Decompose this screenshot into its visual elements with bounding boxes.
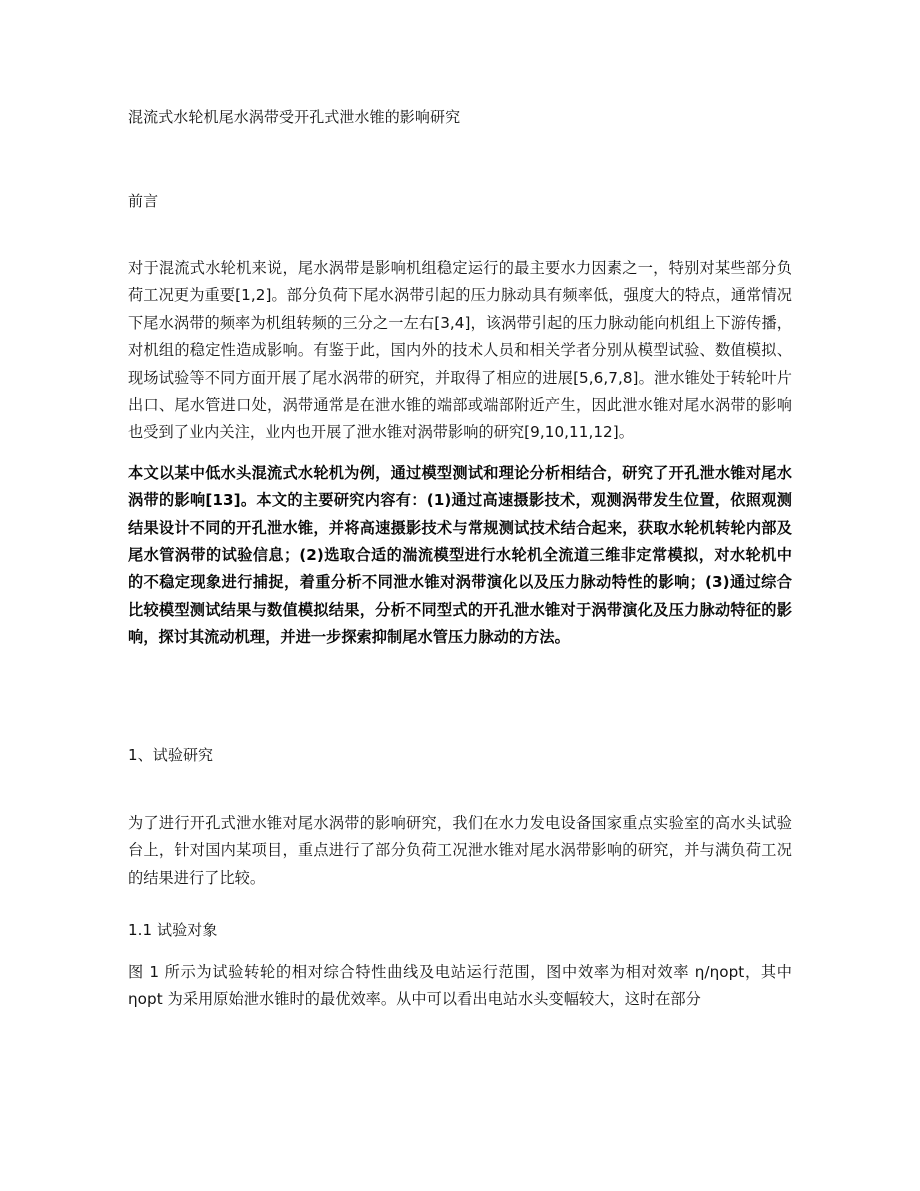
- paragraph-subsection-1-1: 图 1 所示为试验转轮的相对综合特性曲线及电站运行范围，图中效率为相对效率 η/ηopt，其中 ηopt 为采用原始泄水锥时的最优效率。从中可以看出电站水头变幅较大，这时在部分: [128, 962, 792, 1009]
- paragraph-section-1: 为了进行开孔式泄水锥对尾水涡带的影响研究，我们在水力发电设备国家重点实验室的高水头试验台上，针对国内某项目，重点进行了部分负荷工况泄水锥对尾水涡带影响的研究，并与满负荷工况的结果进行了比较。: [128, 813, 792, 887]
- page-title: 混流式水轮机尾水涡带受开孔式泄水锥的影响研究: [128, 108, 461, 126]
- heading-preface: 前言: [128, 192, 159, 210]
- heading-subsection-1-1: 1.1 试验对象: [128, 920, 218, 939]
- paragraph-preface-1: 对于混流式水轮机来说，尾水涡带是影响机组稳定运行的最主要水力因素之一，特别对某些部分负荷工况更为重要[1,2]。部分负荷下尾水涡带引起的压力脉动具有频率低，强度大的特点，通常情况下尾水涡带的频率为机组转频的三分之一左右[3,4]，该涡带引起的压力脉动能向机组上下游传播，对机组的稳定性造成影响。有鉴于此，国内外的技术人员和相关学者分别从模型试验、数值模拟、现场试验等不同方面开展了尾水涡带的研究，并取得了相应的进展[5,6,7,8]。泄水锥处于转轮叶片出口、尾水管进口处，涡带通常是在泄水锥的端部或端部附近产生，因此泄水锥对尾水涡带的影响也受到了业内关注，业内也开展了泄水锥对涡带影响的研究[9,10,11,12]。: [128, 259, 792, 442]
- paragraph-preface-2: 本文以某中低水头混流式水轮机为例，通过模型测试和理论分析相结合，研究了开孔泄水锥对尾水涡带的影响[13]。本文的主要研究内容有：(1)通过高速摄影技术，观测涡带发生位置，依照观测结果设计不同的开孔泄水锥，并将高速摄影技术与常规测试技术结合起来，获取水轮机转轮内部及尾水管涡带的试验信息；(2)选取合适的湍流模型进行水轮机全流道三维非定常模拟，对水轮机中的不稳定现象进行捕捉，着重分析不同泄水锥对涡带演化以及压力脉动特性的影响；(3)通过综合比较模型测试结果与数值模拟结果，分析不同型式的开孔泄水锥对于涡带演化及压力脉动特征的影响，探讨其流动机理，并进一步探索抑制尾水管压力脉动的方法。: [128, 463, 792, 647]
- heading-section-1: 1、试验研究: [128, 745, 214, 764]
- document-content-column: [128, 0, 792, 1014]
